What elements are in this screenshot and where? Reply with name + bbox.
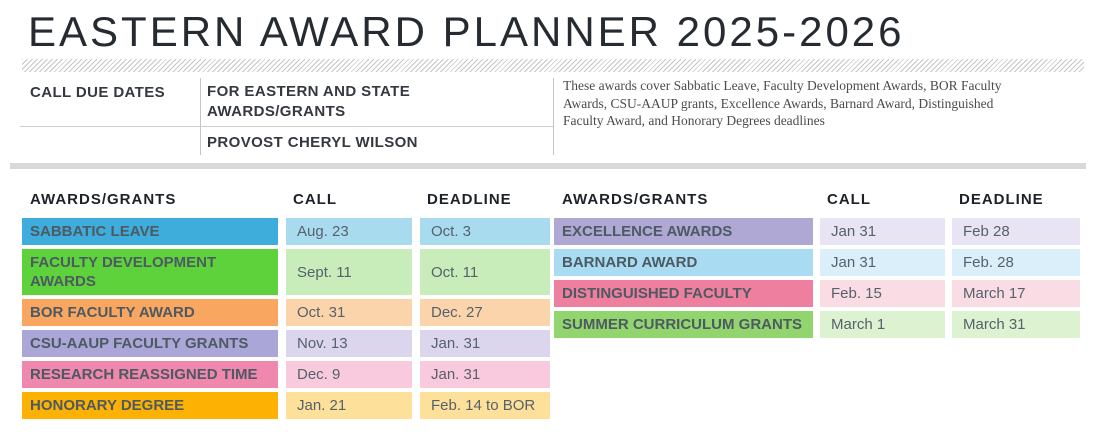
table-row [22,330,550,357]
column-header-deadline: DEADLINE [959,191,1044,208]
row-call-cell: Oct. 31 [286,299,412,326]
row-deadline-cell: Dec. 27 [420,299,550,326]
table-row [22,249,550,295]
table-header-row [554,192,1080,208]
row-call-cell: Feb. 15 [820,280,945,307]
awards-scope-label: FOR EASTERN AND STATE AWARDS/GRANTS [207,83,411,120]
column-header-deadline: DEADLINE [427,191,512,208]
header-divider-vertical-2 [553,78,554,155]
row-deadline-cell: Oct. 3 [420,218,550,245]
description-text: These awards cover Sabbatic Leave, Faculty Development Awards, BOR Faculty Awards, CSU-AAUP grants, Excellence Awards, Barnard Award, Distinguished Faculty Award, and Honorary Degrees deadlines [563,78,1002,128]
row-name-cell: BOR FACULTY AWARD [22,299,278,326]
column-header-awards-grants: AWARDS/GRANTS [562,191,709,208]
row-name-cell: EXCELLENCE AWARDS [554,218,813,245]
row-call-cell: Dec. 9 [286,361,412,388]
row-call-cell: Sept. 11 [286,249,412,295]
row-call-cell: Nov. 13 [286,330,412,357]
hatched-divider [22,59,1084,72]
table-row [22,361,550,388]
column-header-call: CALL [827,191,871,208]
row-deadline-cell: Feb. 14 to BOR [420,392,550,419]
row-deadline-cell: Jan. 31 [420,361,550,388]
column-header-awards-grants: AWARDS/GRANTS [30,191,177,208]
table-row [554,311,1080,338]
row-deadline-cell: March 31 [952,311,1080,338]
row-deadline-cell: Feb. 28 [952,249,1080,276]
row-deadline-cell: March 17 [952,280,1080,307]
row-name-cell: BARNARD AWARD [554,249,813,276]
section-separator-band [10,163,1086,169]
row-call-cell: Jan 31 [820,218,945,245]
table-row [554,280,1080,307]
awards-table-right [554,192,1080,342]
row-call-cell: Jan. 21 [286,392,412,419]
header-divider-horizontal [20,126,553,127]
row-name-cell: RESEARCH REASSIGNED TIME [22,361,278,388]
row-deadline-cell: Oct. 11 [420,249,550,295]
row-call-cell: March 1 [820,311,945,338]
call-due-dates-label: CALL DUE DATES [30,84,166,101]
table-row [22,299,550,326]
column-header-call: CALL [293,191,337,208]
table-row [554,218,1080,245]
row-name-cell: FACULTY DEVELOPMENT AWARDS [22,249,278,295]
table-row [22,392,550,419]
row-name-cell: SUMMER CURRICULUM GRANTS [554,311,813,338]
provost-label: PROVOST CHERYL WILSON [207,134,418,151]
row-name-cell: HONORARY DEGREE [22,392,278,419]
table-row [554,249,1080,276]
header-divider-vertical-1 [200,78,201,155]
row-deadline-cell: Feb 28 [952,218,1080,245]
table-row [22,218,550,245]
row-call-cell: Jan 31 [820,249,945,276]
row-name-cell: SABBATIC LEAVE [22,218,278,245]
awards-table-left [22,192,550,423]
page-title: EASTERN AWARD PLANNER 2025-2026 [28,8,905,55]
table-header-row [22,192,550,208]
row-name-cell: CSU-AAUP FACULTY GRANTS [22,330,278,357]
row-name-cell: DISTINGUISHED FACULTY [554,280,813,307]
row-deadline-cell: Jan. 31 [420,330,550,357]
row-call-cell: Aug. 23 [286,218,412,245]
